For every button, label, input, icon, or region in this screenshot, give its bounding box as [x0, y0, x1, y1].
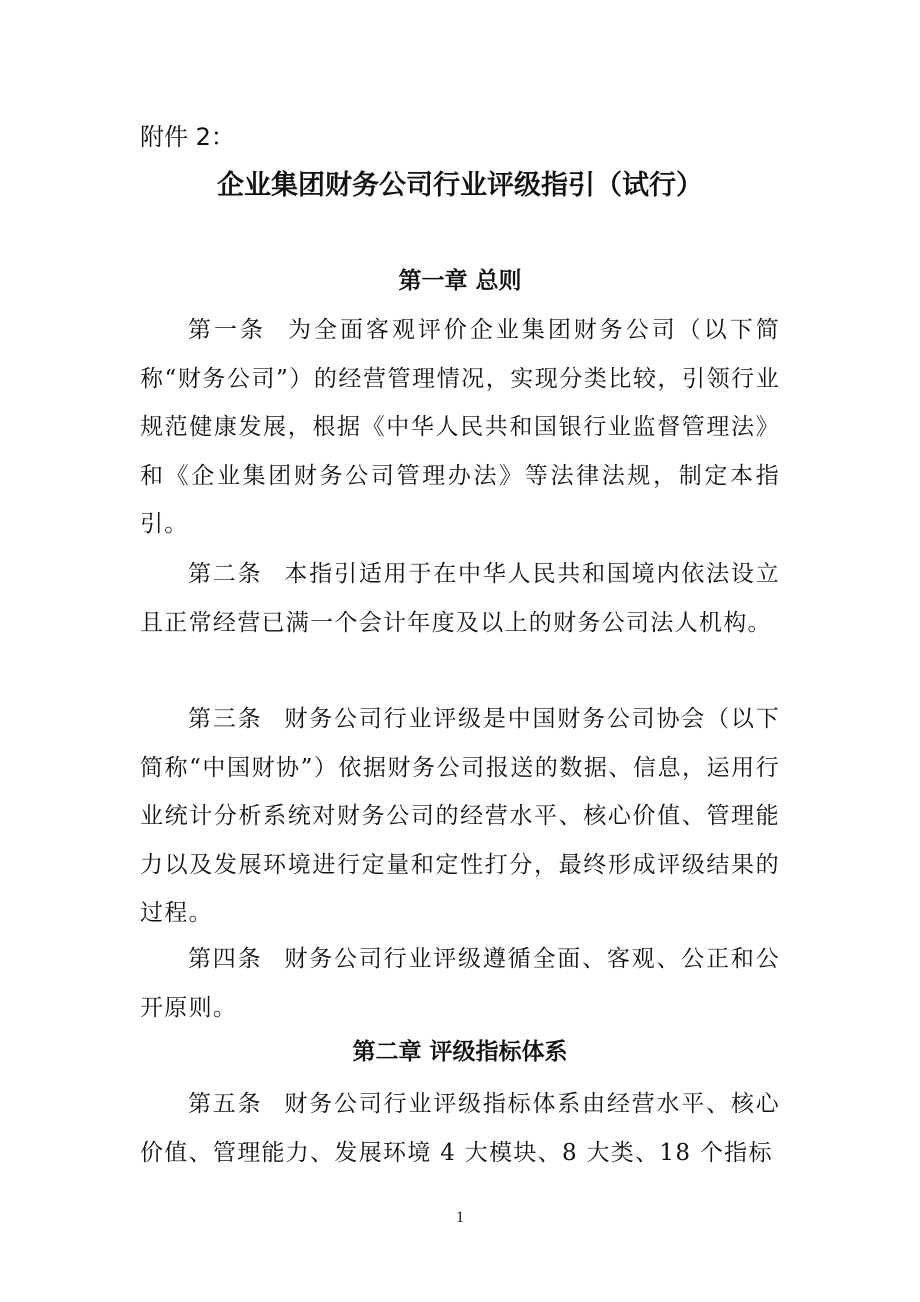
article-text: 本指引适用于在中华人民共和国境内依法设立且正常经营已满一个会计年度及以上的财务公司法人机构。 — [140, 561, 781, 636]
page-number: 1 — [456, 1209, 464, 1226]
article-paragraph — [140, 550, 780, 647]
article-paragraph — [140, 306, 780, 549]
article-paragraph — [140, 695, 780, 938]
article-number: 第四条 — [188, 946, 263, 972]
article-text: 为全面客观评价企业集团财务公司（以下简称“财务公司”）的经营管理情况，实现分类比较，引领行业规范健康发展，根据《中华人民共和国银行业监督管理法》和《企业集团财务公司管理办法》等法律法规，制定本指引。 — [140, 317, 781, 537]
article-text: 财务公司行业评级是中国财务公司协会（以下简称“中国财协”）依据财务公司报送的数据、信息，运用行业统计分析系统对财务公司的经营水平、核心价值、管理能力以及发展环境进行定量和定性打分，最终形成评级结果的过程。 — [140, 706, 781, 926]
document-title: 企业集团财务公司行业评级指引（试行） — [217, 170, 703, 201]
article-paragraph — [140, 935, 780, 1032]
article-paragraph — [140, 1080, 780, 1177]
chapter-heading: 第二章 评级指标体系 — [352, 1039, 568, 1065]
article-number: 第二条 — [188, 561, 263, 587]
attachment-label: 附件 2： — [140, 123, 235, 151]
article-number: 第一条 — [188, 317, 266, 343]
chapter-heading: 第一章 总则 — [398, 268, 522, 294]
article-text: 财务公司行业评级指标体系由经营水平、核心价值、管理能力、发展环境 4 大模块、8 大类、18 个指标 — [140, 1091, 781, 1166]
article-number: 第三条 — [188, 706, 263, 732]
article-number: 第五条 — [188, 1091, 263, 1117]
article-text: 财务公司行业评级遵循全面、客观、公正和公开原则。 — [140, 946, 781, 1021]
